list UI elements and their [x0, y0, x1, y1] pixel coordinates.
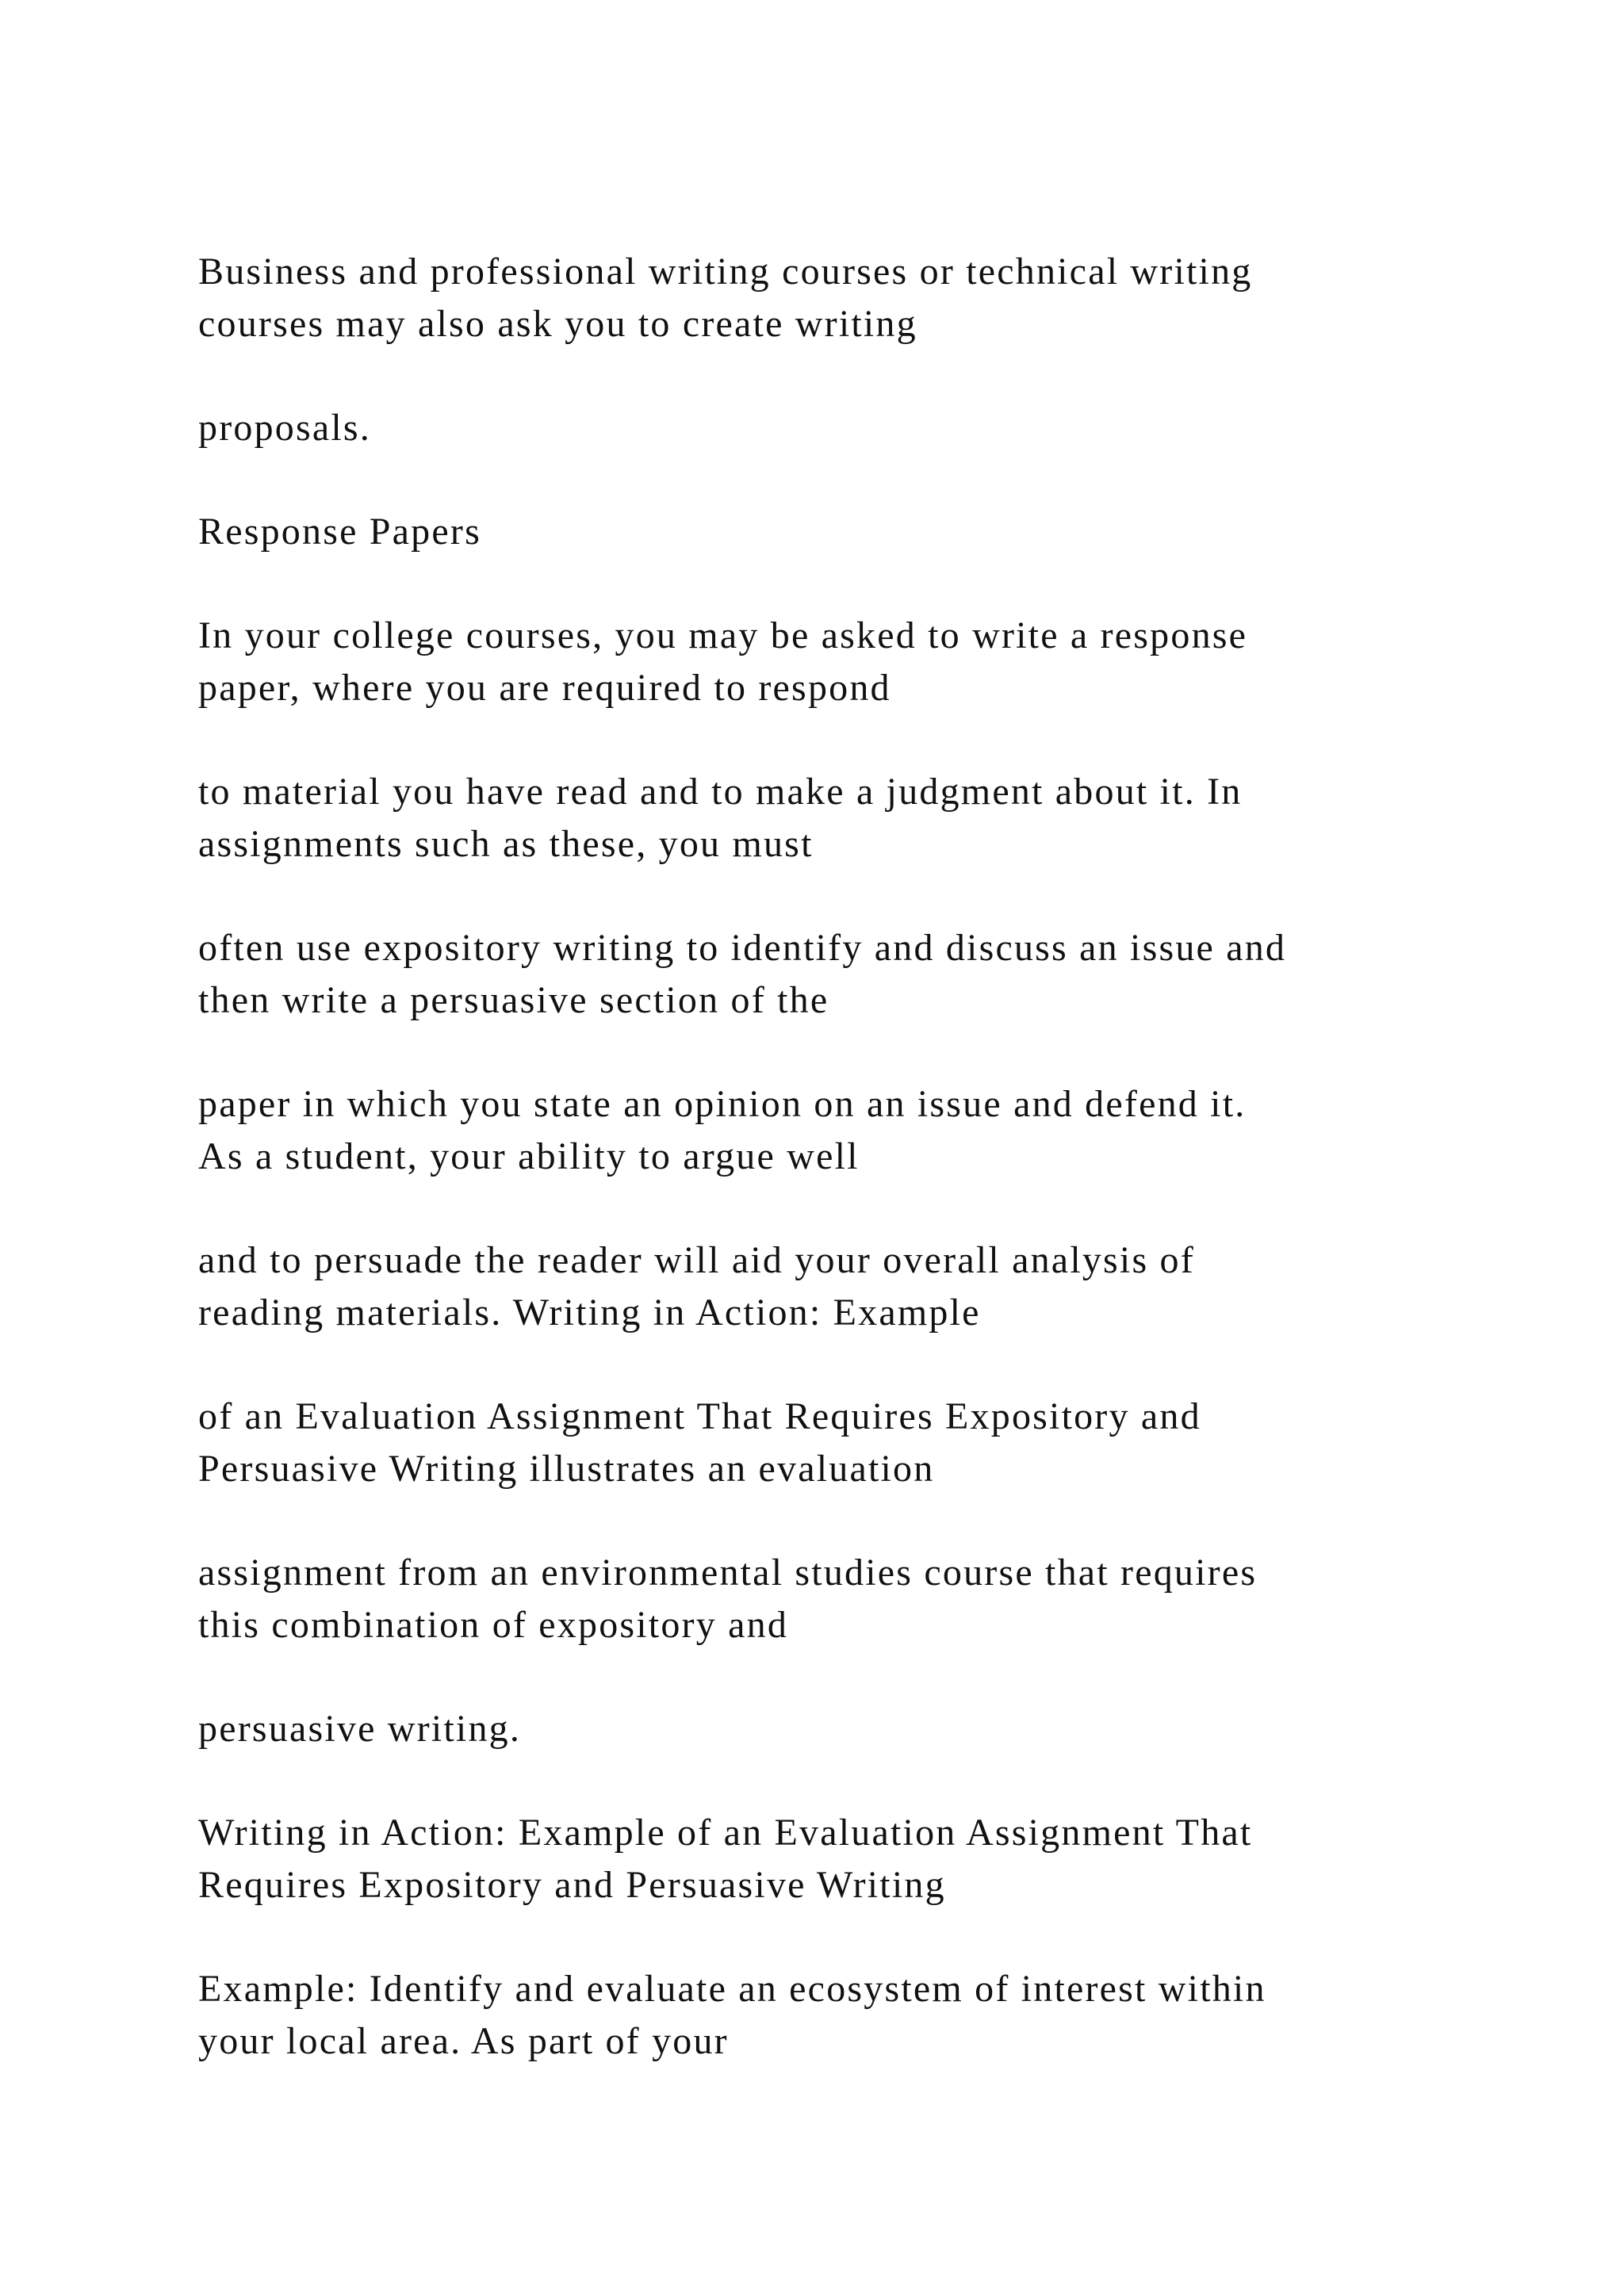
text-line: then write a persuasive section of the	[198, 979, 829, 1021]
text-line: assignments such as these, you must	[198, 823, 814, 865]
text-line: Persuasive Writing illustrates an evaluation	[198, 1448, 935, 1490]
paragraph	[198, 1234, 1483, 1339]
paragraph	[198, 766, 1483, 871]
text-line: reading materials. Writing in Action: Example	[198, 1292, 981, 1334]
text-line: paper in which you state an opinion on an issue and defend it.	[198, 1083, 1247, 1125]
text-line: your local area. As part of your	[198, 2020, 729, 2062]
text-line: Writing in Action: Example of an Evaluation Assignment That	[198, 1812, 1253, 1854]
paragraph	[198, 1078, 1483, 1183]
section-heading	[198, 506, 1483, 558]
text-line: and to persuade the reader will aid your overall analysis of	[198, 1239, 1195, 1281]
text-line: to material you have read and to make a judgment about it. In	[198, 771, 1243, 813]
text-line: persuasive writing.	[198, 1708, 522, 1750]
text-line: assignment from an environmental studies course that requires	[198, 1552, 1258, 1594]
paragraph	[198, 1547, 1483, 1651]
text-line: Business and professional writing courses or technical writing	[198, 251, 1253, 293]
text-line: Response Papers	[198, 511, 481, 553]
text-line: of an Evaluation Assignment That Requires Expository and	[198, 1395, 1201, 1437]
text-line: paper, where you are required to respond	[198, 667, 891, 709]
text-line: In your college courses, you may be asked to write a response	[198, 614, 1248, 656]
paragraph	[198, 610, 1483, 714]
document-body	[198, 246, 1483, 2119]
text-line: often use expository writing to identify and discuss an issue and	[198, 927, 1287, 969]
paragraph	[198, 1703, 1483, 1755]
paragraph	[198, 1963, 1483, 2068]
text-line: Requires Expository and Persuasive Writing	[198, 1864, 946, 1906]
paragraph	[198, 922, 1483, 1027]
paragraph	[198, 1391, 1483, 1495]
text-line: As a student, your ability to argue well	[198, 1135, 860, 1177]
text-line: proposals.	[198, 407, 371, 449]
example-heading	[198, 1807, 1483, 1911]
text-line: courses may also ask you to create writing	[198, 303, 917, 345]
text-line: this combination of expository and	[198, 1604, 789, 1646]
paragraph	[198, 246, 1483, 350]
paragraph	[198, 402, 1483, 454]
text-line: Example: Identify and evaluate an ecosystem of interest within	[198, 1968, 1266, 2010]
